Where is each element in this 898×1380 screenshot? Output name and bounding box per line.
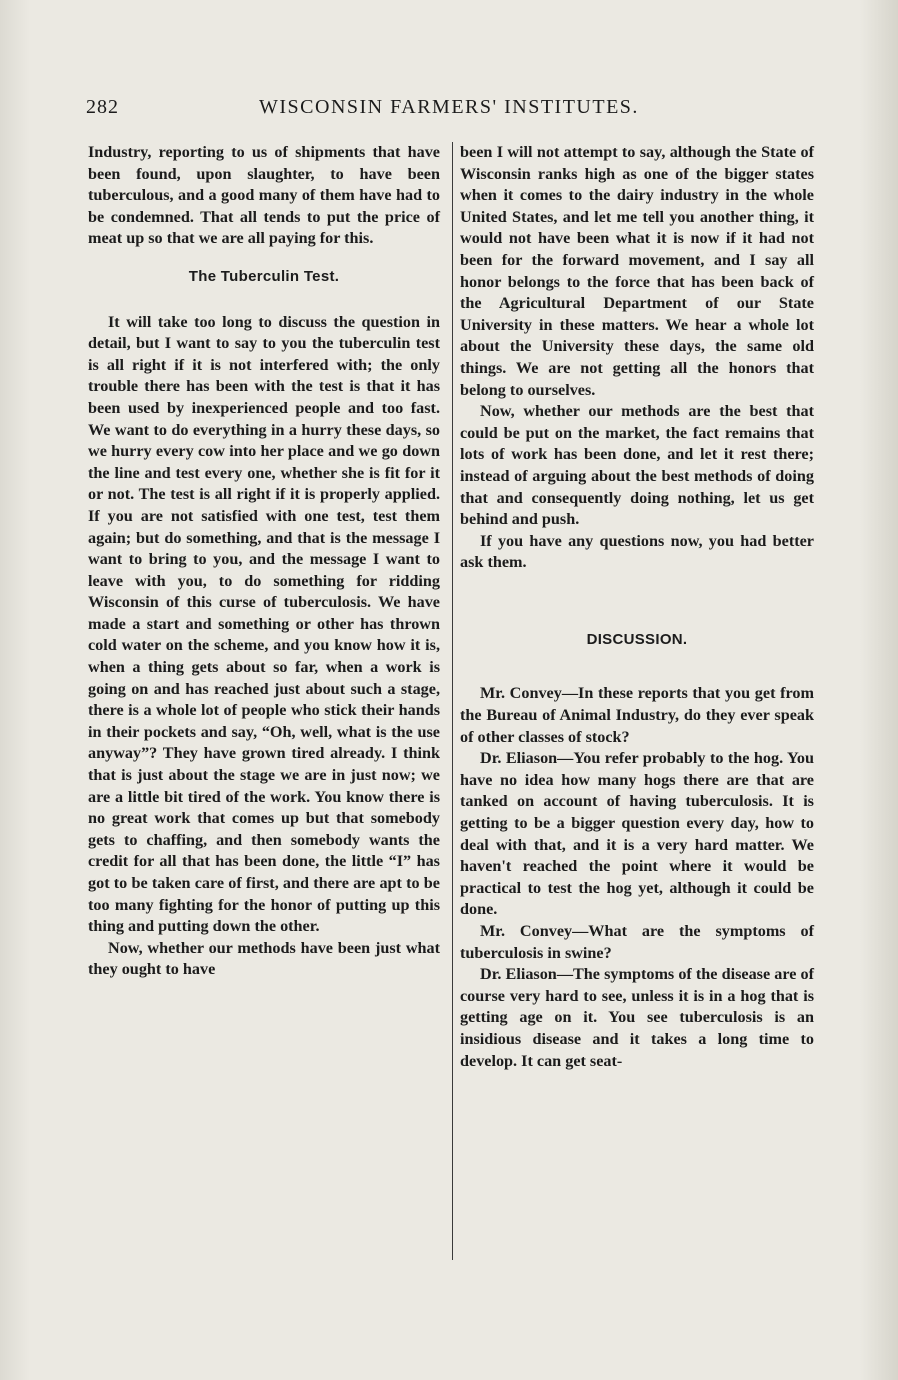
discussion-entry <box>460 683 814 748</box>
discussion-entry <box>460 964 814 1072</box>
column-divider <box>452 142 453 1260</box>
section-heading-tuberculin-test: The Tuberculin Test. <box>188 267 340 285</box>
discussion-text: —The symptoms of the disease are of course very hard to see, unless it is in a hog that is getting age on it. You see tuberculosis is an insidious disease and it takes a long time to develop. It can get seat- <box>460 965 814 1070</box>
speaker-name: Dr. Eliason <box>480 749 558 768</box>
right-column <box>460 142 814 1072</box>
paragraph: If you have any questions now, you had better ask them. <box>460 531 814 572</box>
paragraph: been I will not attempt to say, although the State of Wisconsin ranks high as one of the bigger states when it comes to the dairy industry in the whole United States, and let me tell you another thing, it would not have been what it is now if it had not been for the forward movement, and I say all honor belongs to the force that has been back of the Agricultural Department of our State University in these matters. We hear a whole lot about the University these days, the same old things. We are not getting all the honors that belong to ourselves. <box>460 143 814 399</box>
section-heading-discussion: DISCUSSION. <box>586 630 688 648</box>
speaker-name: Mr. Convey <box>480 922 573 940</box>
page-number: 282 <box>86 96 119 118</box>
discussion-entry <box>460 748 814 921</box>
paragraph: Industry, reporting to us of shipments that have been found, upon slaughter, to have been tuberculous, and a good many of them have had to be condemned. That all tends to put the price of meat up so that we are all paying for this. <box>88 143 440 248</box>
paragraph: Now, whether our methods are the best that could be put on the market, the fact remains that lots of work has been done, and let it rest there; instead of arguing about the best methods of doing that and consequently doing nothing, let us get behind and push. <box>460 402 814 529</box>
paragraph: Now, whether our methods have been just what they ought to have <box>88 938 440 979</box>
discussion-text: —You refer probably to the hog. You have no idea how many hogs there are that are tanked on account of having tuberculosis. It is getting to be a bigger question every day, how to deal with that, and it is a very hard matter. We haven't reached the point where it would be practical to test the hog yet, although it could be done. <box>460 749 814 919</box>
speaker-name: Mr. Convey <box>480 684 562 703</box>
speaker-name: Dr. Eliason <box>480 965 557 984</box>
discussion-text: —What are the symptoms of tuberculosis in swine? <box>460 922 815 962</box>
paragraph: It will take too long to discuss the question in detail, but I want to say to you the tuberculin test is all right if it is not interfered with; the only trouble there has been with the test is that it has been used by inexperienced people and too fast. We want to do everything in a hurry these days, so we hurry every cow into her place and we go down the line and test every one, whether she is fit for it or not. The test is all right if it is properly applied. If you are not satisfied with one test, test them again; but do something, and that is the message I want to bring to you, and the message I want to leave with you, to do something for ridding Wisconsin of this curse of tuberculosis. We have made a start and something or other has thrown cold water on the scheme, and you know how it is, when a thing gets about so far, when a work is going on and has reached just about such a stage, there is a whole lot of people who stick their hands in their pockets and say, “Oh, well, what is the use anyway”? They have grown tired already. I think that is just about the stage we are in just now; we are a little bit tired of the work. You know there is no great work that comes up but that somebody gets to chaffing, and then somebody wants the credit for all that has been done, the little “I” has got to be taken care of first, and there are apt to be too many fighting for the honor of putting up this thing and putting down the other. <box>88 312 440 936</box>
discussion-text: —In these reports that you get from the Bureau of Animal Industry, do they ever speak of other classes of stock? <box>460 684 814 746</box>
discussion-entry <box>460 921 814 964</box>
left-column <box>88 142 440 981</box>
page-header <box>86 96 816 122</box>
running-title: WISCONSIN FARMERS' INSTITUTES. <box>259 96 639 118</box>
